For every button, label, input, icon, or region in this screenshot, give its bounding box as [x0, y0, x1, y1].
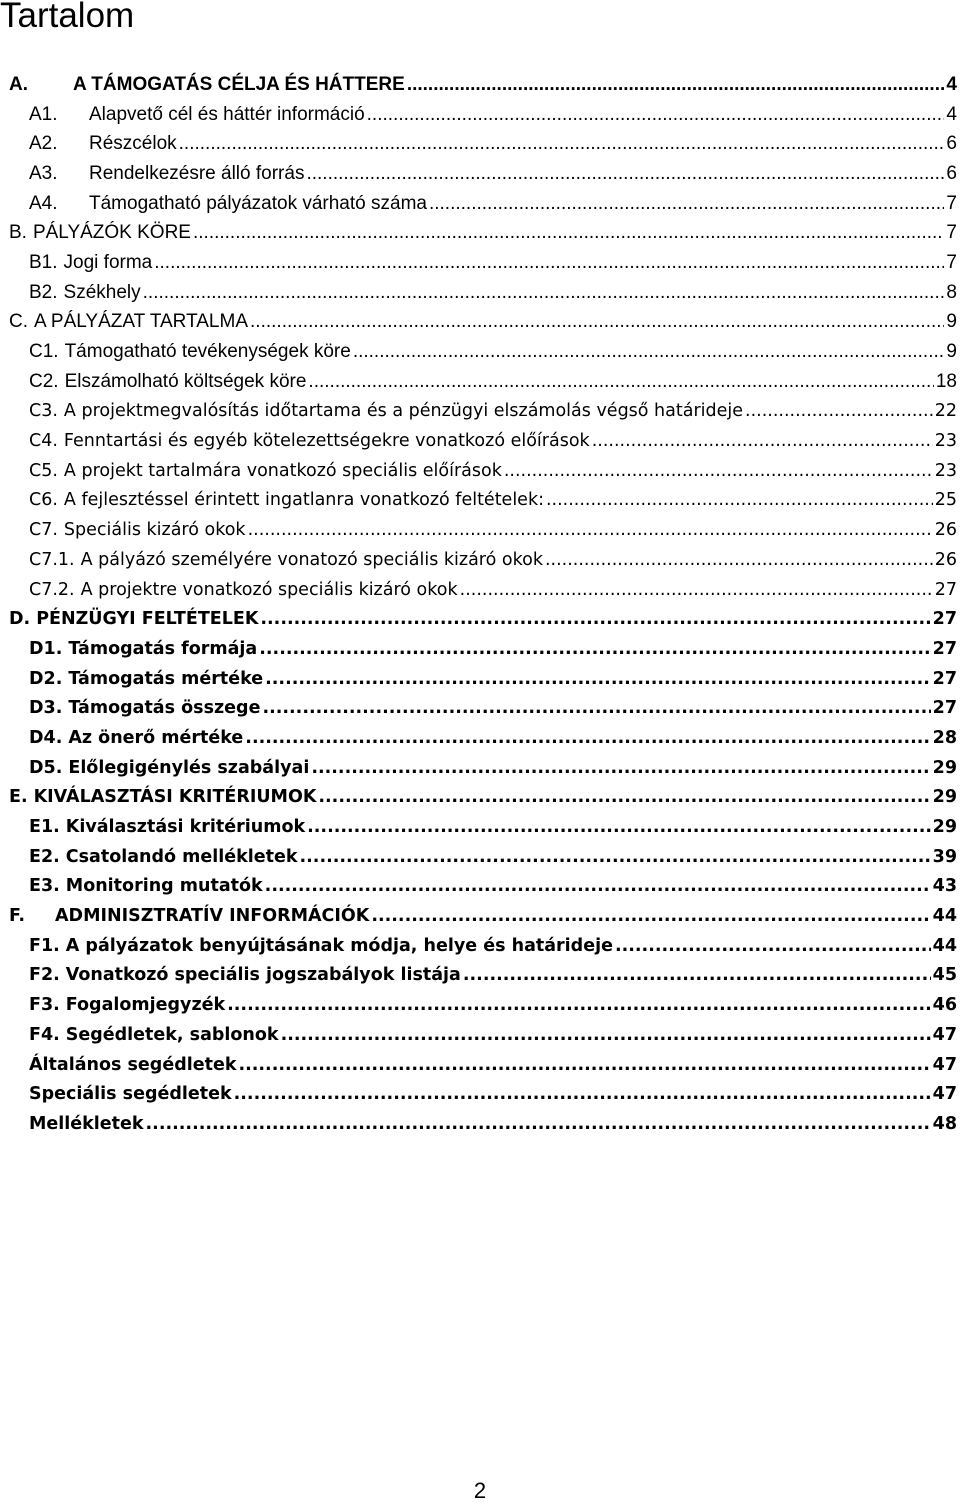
toc-page: 28 [932, 727, 957, 748]
toc-title: A projekt tartalmára vonatkozó speciális előírások [63, 460, 502, 481]
toc-entry[interactable] [0, 218, 960, 248]
toc-leader [227, 994, 931, 1016]
toc-page: 48 [932, 1113, 957, 1134]
toc-number: E1. [29, 817, 60, 838]
toc-number: C2. [29, 370, 59, 392]
toc-leader [179, 133, 945, 155]
toc-number: C4. [29, 431, 58, 452]
toc-title: Támogatás mértéke [68, 668, 264, 689]
toc-title: Rendelkezésre álló forrás [89, 162, 305, 184]
toc-leader [353, 341, 945, 363]
toc-title: Előlegigénylés szabályai [68, 757, 310, 778]
toc-page: 47 [932, 1024, 957, 1045]
toc-entry[interactable] [0, 426, 960, 456]
toc-leader [504, 460, 933, 482]
toc-title: PÉNZÜGYI FELTÉTELEK [36, 609, 259, 630]
toc-entry[interactable] [0, 990, 960, 1020]
toc-title: A pályázatok benyújtásának módja, helye és határideje [65, 935, 613, 956]
toc-entry[interactable] [0, 248, 960, 278]
toc-entry[interactable] [0, 604, 960, 634]
toc-entry[interactable] [0, 278, 960, 308]
toc-page: 29 [932, 817, 957, 838]
toc-entry[interactable] [0, 1020, 960, 1050]
toc-page: 27 [932, 698, 957, 719]
page-number: 2 [473, 1478, 487, 1503]
table-of-contents [0, 70, 960, 1139]
toc-page: 27 [932, 668, 957, 689]
toc-leader [193, 222, 944, 244]
toc-title: Monitoring mutatók [65, 876, 263, 897]
toc-number: C. [9, 311, 28, 333]
toc-entry[interactable] [0, 931, 960, 961]
toc-entry[interactable] [0, 129, 960, 159]
toc-leader [306, 163, 944, 185]
toc-title: Speciális kizáró okok [63, 520, 246, 541]
toc-number: A3. [29, 162, 58, 184]
toc-leader [250, 311, 944, 333]
toc-entry[interactable] [0, 1050, 960, 1080]
toc-entry[interactable] [0, 575, 960, 605]
toc-title: Támogatható pályázatok várható száma [89, 192, 427, 214]
toc-page: 44 [932, 935, 957, 956]
toc-leader [265, 668, 931, 690]
toc-leader [546, 489, 933, 511]
toc-title: A pályázó személyére vonatozó speciális kizáró okok [80, 549, 543, 570]
toc-title: A fejlesztéssel érintett ingatlanra vonatkozó feltételek: [63, 490, 544, 511]
toc-leader [429, 193, 944, 215]
toc-number: F4. [29, 1024, 60, 1045]
toc-title: Segédletek, sablonok [65, 1024, 279, 1045]
toc-leader [300, 846, 931, 868]
toc-page: 27 [932, 609, 957, 630]
toc-number: A4. [29, 192, 58, 214]
toc-title: PÁLYÁZÓK KÖRE [32, 222, 191, 244]
toc-number: E3. [29, 876, 60, 897]
toc-entry[interactable] [0, 100, 960, 130]
toc-leader [245, 727, 930, 749]
toc-leader [143, 282, 945, 304]
toc-title: Elszámolható költségek köre [64, 370, 307, 392]
toc-leader [234, 1083, 931, 1105]
toc-title: ADMINISZTRATÍV INFORMÁCIÓK [55, 906, 370, 927]
toc-number: C3. [29, 401, 58, 422]
toc-leader [592, 430, 933, 452]
toc-page: 43 [932, 876, 957, 897]
toc-entry[interactable] [0, 70, 960, 100]
page-title: Tartalom [0, 0, 135, 35]
toc-title: Kiválasztási kritériumok [65, 817, 306, 838]
toc-page: 27 [932, 638, 957, 659]
toc-page: 25 [934, 490, 957, 511]
toc-entry[interactable] [0, 159, 960, 189]
toc-title: A PÁLYÁZAT TARTALMA [34, 311, 249, 333]
toc-title: Az önerő mértéke [68, 727, 244, 748]
toc-number: C7.2. [29, 579, 75, 600]
toc-page: 7 [946, 251, 957, 273]
toc-title: Támogatás összege [68, 698, 261, 719]
toc-page: 44 [932, 906, 957, 927]
toc-entry[interactable] [0, 842, 960, 872]
toc-title: Alapvető cél és háttér információ [89, 103, 365, 125]
toc-number: A1. [29, 103, 58, 125]
toc-page: 26 [934, 549, 957, 570]
toc-leader [311, 757, 930, 779]
toc-page: 9 [946, 341, 957, 363]
toc-page: 6 [946, 162, 957, 184]
toc-number: D. [9, 609, 31, 630]
toc-number: C7. [29, 520, 58, 541]
toc-number: D4. [29, 727, 63, 748]
toc-entry[interactable] [0, 308, 960, 338]
toc-page: 22 [934, 401, 957, 422]
toc-page: 9 [946, 311, 957, 333]
toc-number: B. [9, 222, 27, 244]
toc-leader [308, 371, 933, 393]
toc-page: 29 [932, 787, 957, 808]
toc-page: 4 [946, 73, 957, 95]
toc-leader [265, 875, 931, 897]
toc-leader [318, 786, 930, 808]
toc-title: Jogi forma [63, 251, 153, 273]
toc-title: Általános segédletek [29, 1054, 237, 1075]
toc-title: Speciális segédletek [29, 1084, 232, 1105]
toc-number: E. [9, 787, 28, 808]
toc-number: C6. [29, 490, 58, 511]
toc-page: 46 [932, 995, 957, 1016]
toc-leader [463, 964, 931, 986]
toc-leader [262, 697, 930, 719]
toc-number: C5. [29, 460, 58, 481]
toc-entry[interactable] [0, 783, 960, 813]
toc-title: Részcélok [89, 133, 177, 155]
toc-number: A2. [29, 133, 58, 155]
toc-entry[interactable] [0, 693, 960, 723]
toc-entry[interactable] [0, 515, 960, 545]
toc-leader [460, 579, 933, 601]
toc-number: C1. [29, 341, 59, 363]
toc-page: 23 [934, 460, 957, 481]
toc-title: Vonatkozó speciális jogszabályok listája [65, 965, 461, 986]
toc-number: C7.1. [29, 549, 75, 570]
toc-leader [281, 1024, 931, 1046]
toc-title: Fogalomjegyzék [65, 995, 226, 1016]
toc-leader [238, 1054, 930, 1076]
toc-page: 39 [932, 846, 957, 867]
toc-entry[interactable] [0, 1079, 960, 1109]
toc-leader [615, 935, 931, 957]
toc-title: Támogatható tevékenységek köre [64, 341, 351, 363]
toc-page: 8 [946, 281, 957, 303]
toc-leader [260, 608, 930, 630]
toc-number: F. [9, 906, 26, 927]
toc-number: D2. [29, 668, 63, 689]
toc-page: 7 [946, 192, 957, 214]
toc-page: 47 [932, 1054, 957, 1075]
toc-leader [371, 905, 930, 927]
toc-leader [545, 549, 933, 571]
toc-number: D1. [29, 638, 63, 659]
toc-entry[interactable] [0, 634, 960, 664]
toc-title: Csatolandó mellékletek [65, 846, 298, 867]
toc-number: D3. [29, 698, 63, 719]
toc-entry[interactable] [0, 901, 960, 931]
toc-number: F3. [29, 995, 60, 1016]
toc-page: 18 [935, 370, 957, 392]
toc-entry[interactable] [0, 1109, 960, 1139]
toc-leader [259, 638, 930, 660]
toc-entry[interactable] [0, 456, 960, 486]
toc-entry[interactable] [0, 723, 960, 753]
toc-leader [367, 104, 945, 126]
toc-title: A TÁMOGATÁS CÉLJA ÉS HÁTTERE [73, 73, 405, 95]
toc-title: Támogatás formája [68, 638, 258, 659]
toc-title: A projektre vonatkozó speciális kizáró okok [80, 579, 458, 600]
toc-page: 4 [946, 103, 957, 125]
toc-leader [154, 252, 944, 274]
toc-page: 27 [934, 579, 957, 600]
toc-number: A. [9, 73, 28, 95]
toc-leader [146, 1113, 931, 1135]
toc-number: F1. [29, 935, 60, 956]
toc-entry[interactable] [0, 545, 960, 575]
toc-number: F2. [29, 965, 60, 986]
toc-number: D5. [29, 757, 63, 778]
toc-page: 45 [932, 965, 957, 986]
toc-entry[interactable] [0, 367, 960, 397]
toc-page: 26 [934, 520, 957, 541]
toc-leader [307, 816, 931, 838]
toc-page: 6 [946, 133, 957, 155]
toc-entry[interactable] [0, 486, 960, 516]
toc-page: 47 [932, 1084, 957, 1105]
toc-entry[interactable] [0, 961, 960, 991]
toc-title: A projektmegvalósítás időtartama és a pénzügyi elszámolás végső határideje [63, 401, 744, 422]
toc-entry[interactable] [0, 664, 960, 694]
toc-leader [407, 74, 945, 96]
toc-leader [248, 519, 933, 541]
toc-entry[interactable] [0, 397, 960, 427]
toc-page: 7 [946, 222, 957, 244]
toc-title: Székhely [63, 281, 141, 303]
toc-title: Mellékletek [29, 1113, 144, 1134]
toc-entry[interactable] [0, 872, 960, 902]
toc-number: B2. [29, 281, 58, 303]
toc-entry[interactable] [0, 337, 960, 367]
toc-number: B1. [29, 251, 58, 273]
toc-entry[interactable] [0, 812, 960, 842]
toc-page: 23 [934, 431, 957, 452]
toc-title: KIVÁLASZTÁSI KRITÉRIUMOK [33, 787, 317, 808]
toc-entry[interactable] [0, 189, 960, 219]
toc-title: Fenntartási és egyéb kötelezettségekre vonatkozó előírások [63, 431, 590, 452]
toc-entry[interactable] [0, 753, 960, 783]
toc-number: E2. [29, 846, 60, 867]
toc-leader [745, 400, 933, 422]
toc-page: 29 [932, 757, 957, 778]
